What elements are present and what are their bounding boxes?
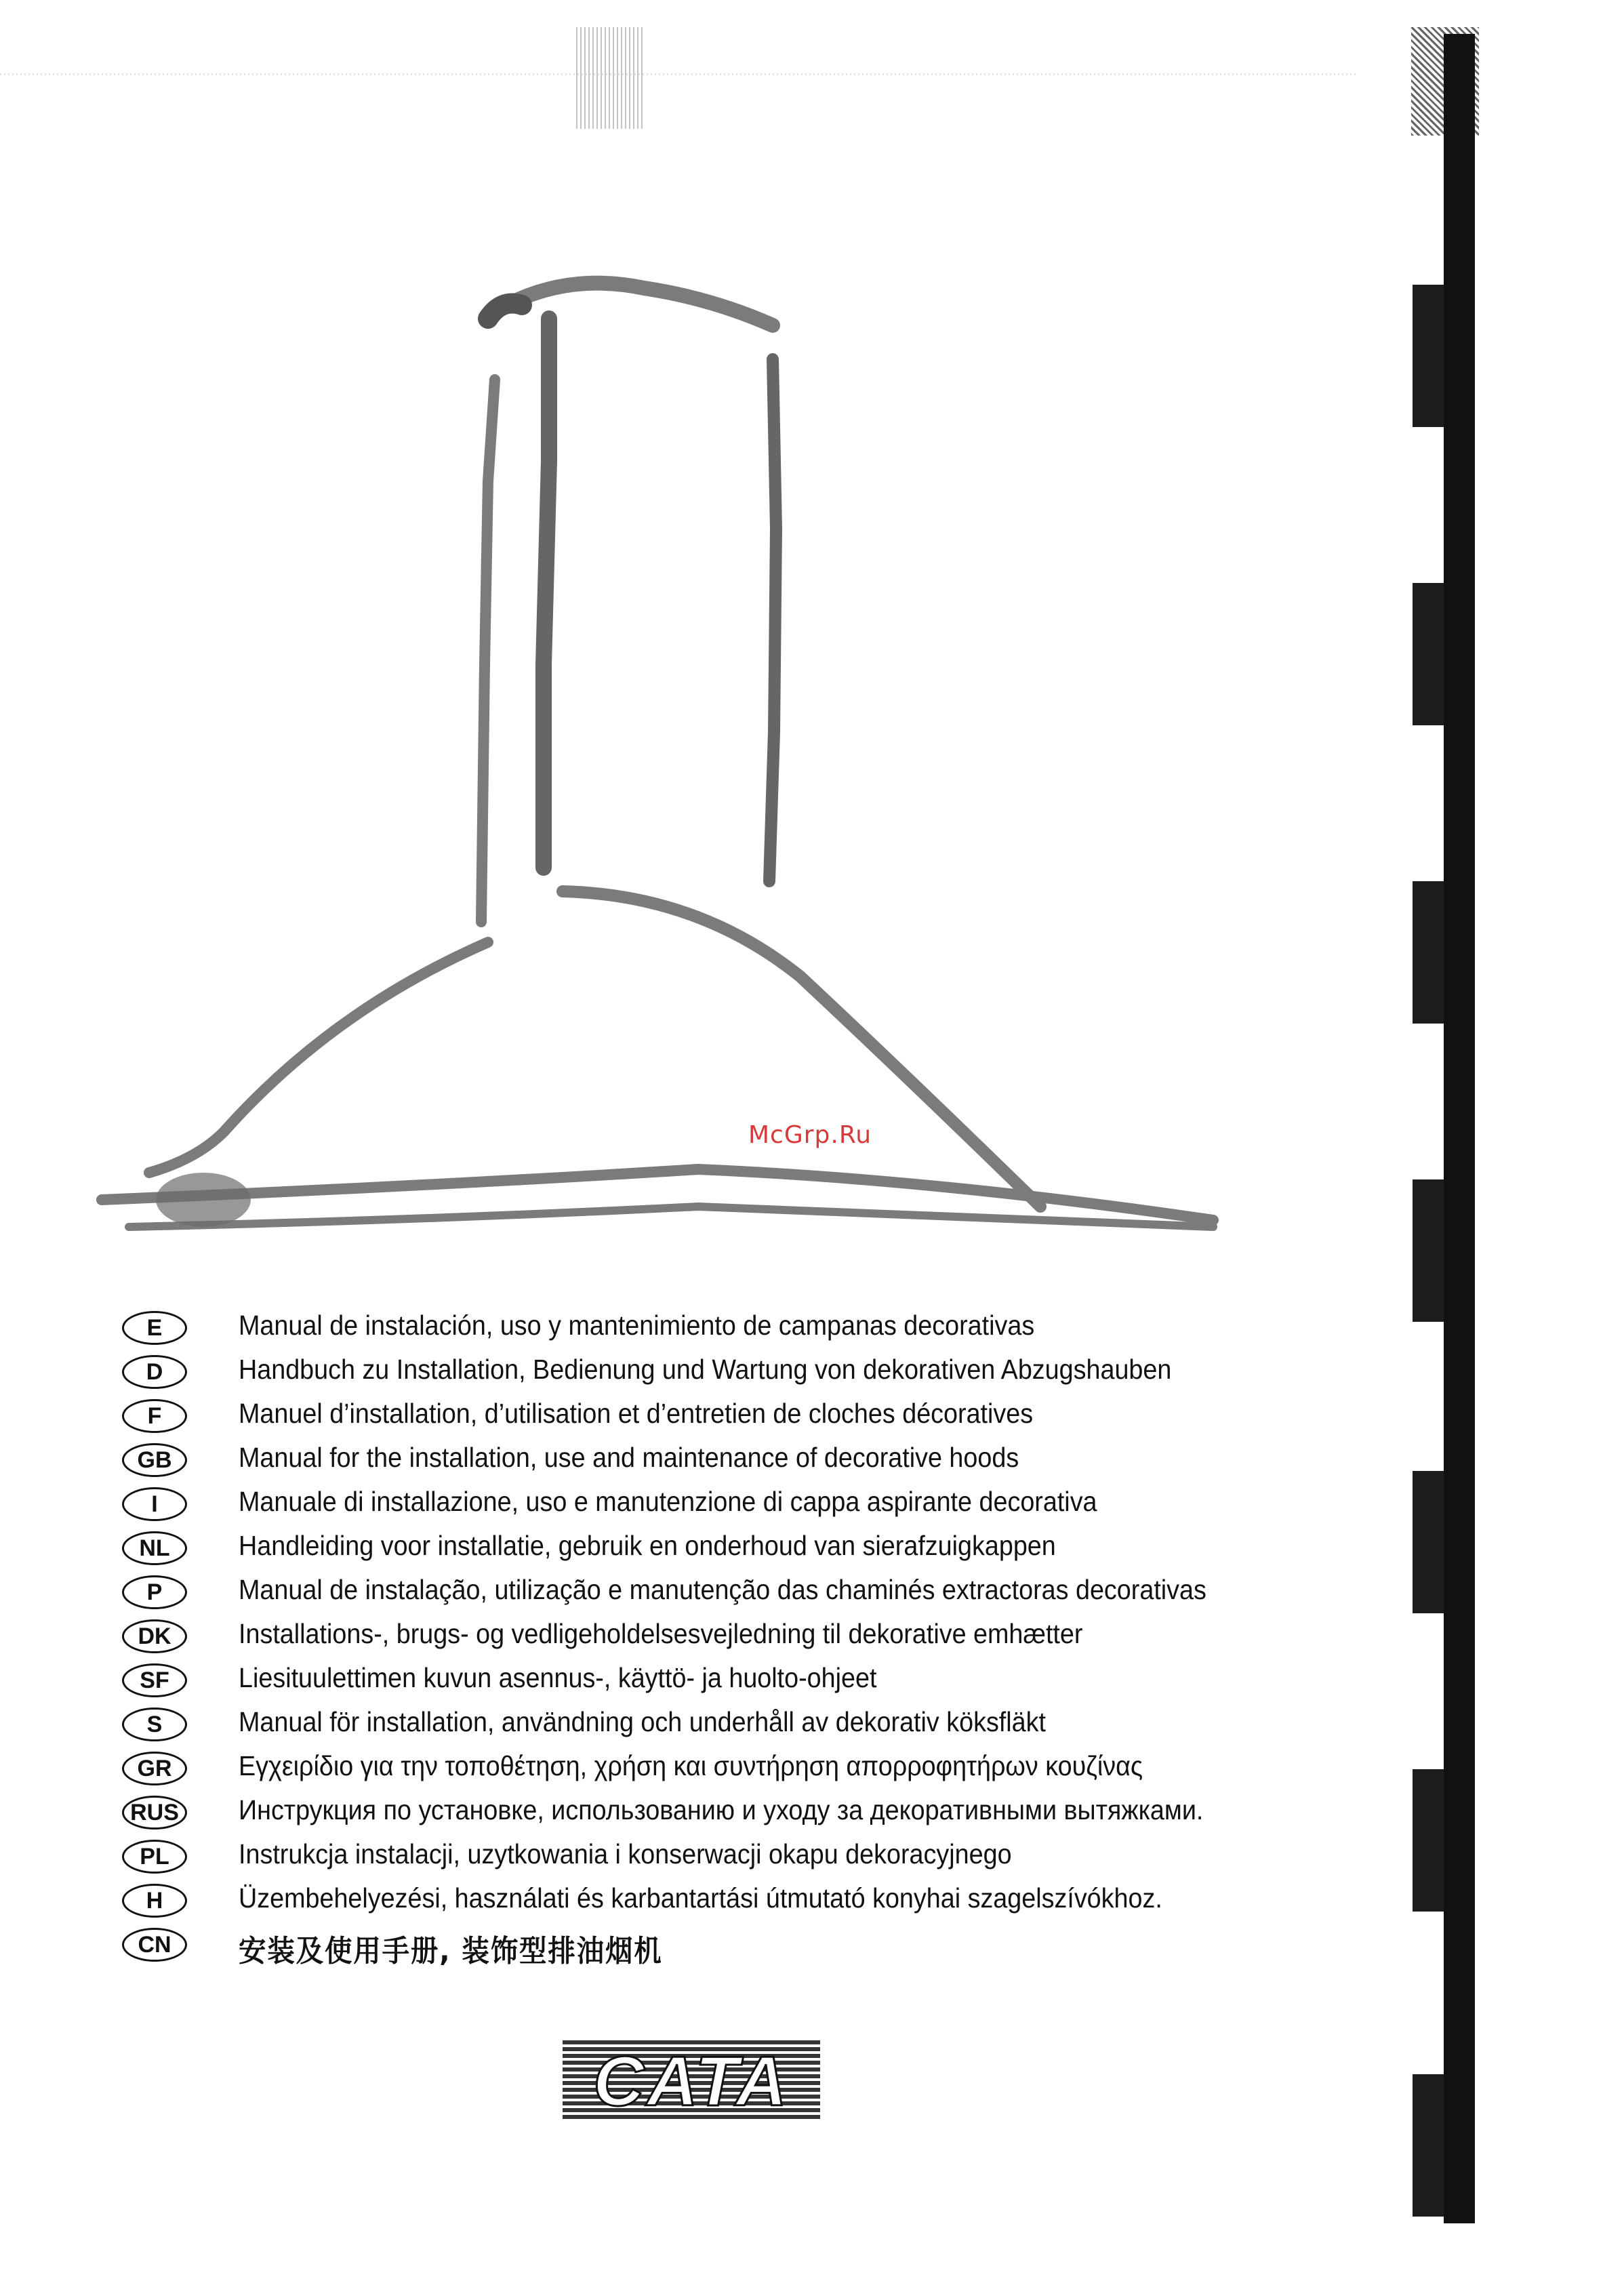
- language-row: [122, 1661, 1376, 1705]
- language-code-badge: GB: [122, 1443, 187, 1477]
- language-row: [122, 1440, 1376, 1484]
- language-row: [122, 1308, 1376, 1352]
- manual-title: Manual for the installation, use and maintenance of decorative hoods: [239, 1442, 1019, 1473]
- language-code-badge: H: [122, 1884, 187, 1918]
- manual-title: Manuale di installazione, uso e manutenzione di cappa aspirante decorativa: [239, 1486, 1097, 1517]
- cooker-hood-illustration: [88, 258, 1240, 1261]
- brand-logo: [563, 2040, 820, 2122]
- language-code-badge: S: [122, 1708, 187, 1741]
- language-code-badge: NL: [122, 1531, 187, 1565]
- logo-text: CATA: [593, 2042, 790, 2121]
- language-row: [122, 1573, 1376, 1617]
- manual-title: Manual för installation, användning och underhåll av dekorativ köksfläkt: [239, 1706, 1046, 1737]
- language-list: [122, 1308, 1376, 1969]
- language-code-badge: GR: [122, 1752, 187, 1785]
- edge-index-tab: [1413, 2074, 1444, 2217]
- manual-title: Handbuch zu Installation, Bedienung und Wartung von dekorativen Abzugshauben: [239, 1354, 1172, 1385]
- sketch-shadow: [156, 1173, 251, 1227]
- language-code-badge: CN: [122, 1928, 187, 1962]
- edge-index-tab: [1413, 583, 1444, 725]
- edge-index-tab: [1413, 1769, 1444, 1912]
- edge-index-tab: [1413, 1179, 1444, 1322]
- manual-title: Manuel d’installation, d’utilisation et d’entretien de cloches décoratives: [239, 1398, 1034, 1429]
- language-code-badge: D: [122, 1355, 187, 1389]
- language-row: [122, 1749, 1376, 1793]
- scan-artifact-top: [576, 27, 644, 129]
- language-code-badge: F: [122, 1399, 187, 1433]
- watermark-text: McGrp.Ru: [748, 1121, 872, 1149]
- manual-title: Manual de instalación, uso y mantenimiento de campanas decorativas: [239, 1310, 1035, 1341]
- manual-title: Instrukcja instalacji, uzytkowania i konserwacji okapu dekoracyjnego: [239, 1838, 1012, 1870]
- language-code-badge: RUS: [122, 1796, 187, 1830]
- language-code-badge: PL: [122, 1840, 187, 1874]
- manual-title: Manual de instalação, utilização e manutenção das chaminés extractoras decorativas: [239, 1574, 1206, 1605]
- language-row: [122, 1484, 1376, 1529]
- manual-title: Installations-, brugs- og vedligeholdelsesvejledning til dekorative emhætter: [239, 1618, 1083, 1649]
- language-row: [122, 1837, 1376, 1881]
- language-code-badge: DK: [122, 1619, 187, 1653]
- language-row: [122, 1705, 1376, 1749]
- language-row: [122, 1396, 1376, 1440]
- language-row: [122, 1529, 1376, 1573]
- manual-title: Εγχειρίδιο για την τοποθέτηση, χρήση και συντήρηση απορροφητήρων κουζίνας: [239, 1750, 1143, 1781]
- edge-index-tab: [1413, 285, 1444, 427]
- language-row: [122, 1617, 1376, 1661]
- edge-index-bar: [1444, 34, 1475, 2223]
- language-row: [122, 1881, 1376, 1925]
- language-row: [122, 1352, 1376, 1396]
- language-code-badge: E: [122, 1311, 187, 1345]
- manual-title: Инструкция по установке, использованию и уходу за декоративными вытяжками.: [239, 1794, 1204, 1825]
- manual-title: 安装及使用手册, 装饰型排油烟机: [239, 1934, 663, 1968]
- language-row: [122, 1925, 1376, 1969]
- scan-artifact-line: [0, 73, 1356, 75]
- edge-index-tab: [1413, 881, 1444, 1024]
- manual-title: Üzembehelyezési, használati és karbantartási útmutató konyhai szagelszívókhoz.: [239, 1882, 1162, 1914]
- language-row: [122, 1793, 1376, 1837]
- language-code-badge: SF: [122, 1663, 187, 1697]
- manual-title: Handleiding voor installatie, gebruik en onderhoud van sierafzuigkappen: [239, 1530, 1056, 1561]
- manual-title: Liesituulettimen kuvun asennus-, käyttö- ja huolto-ohjeet: [239, 1662, 877, 1693]
- language-code-badge: I: [122, 1487, 187, 1521]
- edge-index-tab: [1413, 1471, 1444, 1613]
- language-code-badge: P: [122, 1575, 187, 1609]
